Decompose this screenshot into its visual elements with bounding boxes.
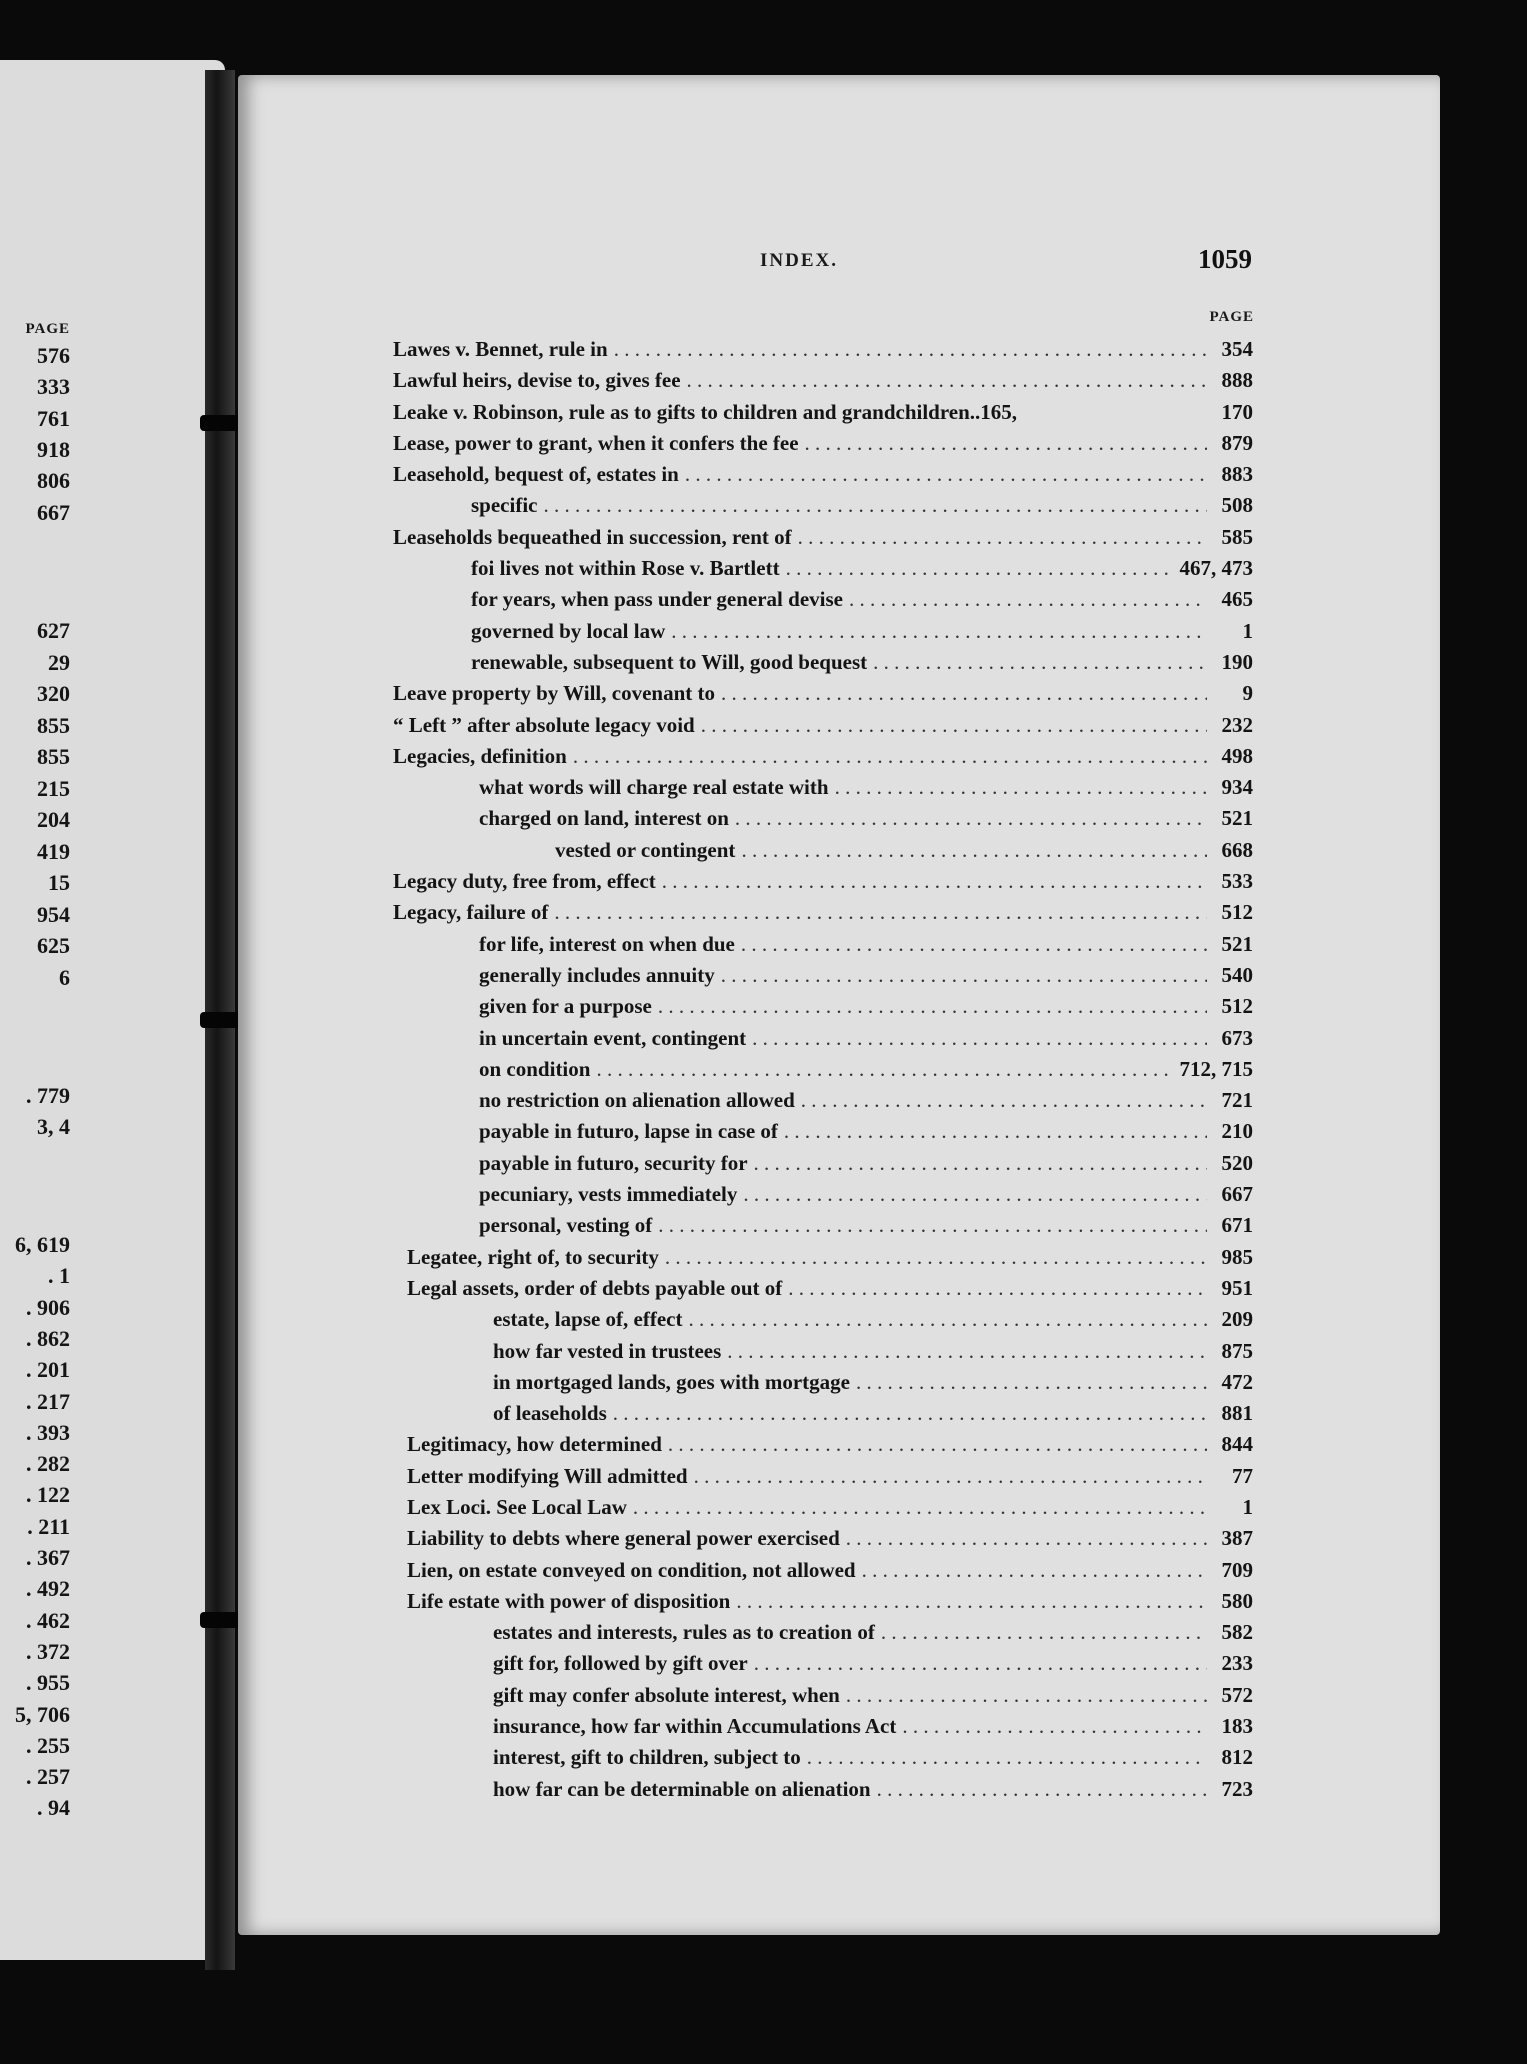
index-entry <box>393 1210 1253 1241</box>
dot-leader <box>658 991 1207 1022</box>
dot-leader <box>727 1336 1207 1367</box>
index-entry <box>393 835 1253 866</box>
dot-leader <box>701 710 1207 741</box>
index-page-ref: 512 <box>1221 994 1253 1019</box>
index-page-ref: 812 <box>1221 1745 1253 1770</box>
index-entries <box>393 334 1253 1805</box>
left-page-number: 667 <box>37 499 70 525</box>
index-term: “ Left ” after absolute legacy void <box>393 712 695 737</box>
index-entry <box>407 1429 1253 1460</box>
dot-leader <box>613 1398 1207 1429</box>
index-page-ref: 540 <box>1221 962 1253 987</box>
left-page-number: . 779 <box>26 1083 70 1108</box>
left-page-number: . 906 <box>26 1294 70 1320</box>
index-term: in uncertain event, contingent <box>479 1025 747 1050</box>
index-page-ref: 1 <box>1242 1494 1253 1519</box>
dot-leader <box>687 365 1207 396</box>
index-page-ref: 875 <box>1221 1338 1253 1363</box>
page-number: 1059 <box>1198 244 1252 274</box>
index-entry <box>393 929 1253 960</box>
dot-leader <box>689 1304 1208 1335</box>
index-page-ref: 498 <box>1221 743 1253 768</box>
dot-leader <box>736 1586 1207 1617</box>
left-page-number: . 282 <box>26 1451 70 1477</box>
dot-leader <box>614 334 1207 365</box>
left-page-number: . 257 <box>26 1764 70 1790</box>
dot-leader <box>798 522 1207 553</box>
index-entry <box>393 741 1253 772</box>
index-term: Lawful heirs, devise to, gives fee <box>393 368 681 393</box>
index-page-ref: 233 <box>1221 1651 1253 1676</box>
index-entry <box>407 1273 1253 1304</box>
left-page-number: 419 <box>37 838 70 864</box>
index-term: Lex Loci. See Local Law <box>407 1494 627 1519</box>
left-page-number: 15 <box>48 870 70 895</box>
dot-leader <box>543 490 1207 521</box>
index-term: how far can be determinable on alienation <box>493 1776 871 1801</box>
dot-leader <box>735 803 1207 834</box>
index-page-ref: 585 <box>1221 524 1253 549</box>
left-page-number: . 862 <box>26 1325 70 1351</box>
index-entry <box>393 803 1253 834</box>
left-page-number: 576 <box>37 343 70 368</box>
dot-leader <box>671 616 1207 647</box>
index-term: renewable, subsequent to Will, good bequest <box>471 649 868 674</box>
index-term: Lease, power to grant, when it confers the fee <box>393 430 799 455</box>
index-page-ref: 985 <box>1221 1244 1253 1269</box>
index-term: payable in futuro, security for <box>479 1150 748 1175</box>
index-term: in mortgaged lands, goes with mortgage <box>493 1369 850 1394</box>
left-page-number: . 1 <box>48 1263 70 1289</box>
index-entry <box>393 866 1253 897</box>
dot-leader <box>754 1648 1207 1679</box>
index-page-ref: 951 <box>1221 1275 1253 1300</box>
index-entry <box>393 522 1253 553</box>
dot-leader <box>668 1429 1207 1460</box>
index-page-ref: 465 <box>1221 587 1253 612</box>
left-page-number: 29 <box>48 649 70 675</box>
left-page-number: 333 <box>37 374 70 400</box>
left-page-number: PAGE <box>25 321 70 337</box>
index-entry <box>393 991 1253 1022</box>
dot-leader <box>721 678 1207 709</box>
index-entry <box>393 1054 1253 1085</box>
index-term: what words will charge real estate with <box>479 775 829 800</box>
index-page-ref: 671 <box>1221 1213 1253 1238</box>
index-term: insurance, how far within Accumulations Act <box>493 1714 897 1739</box>
index-entry <box>407 1586 1253 1617</box>
index-entry <box>407 1304 1253 1335</box>
dot-leader <box>784 1116 1207 1147</box>
index-page-ref: 190 <box>1221 649 1253 674</box>
dot-leader <box>754 1148 1207 1179</box>
left-page-number: 918 <box>37 436 70 462</box>
dot-leader <box>846 1523 1207 1554</box>
index-term: on condition <box>479 1056 591 1081</box>
dot-leader <box>786 553 1174 584</box>
dot-leader <box>849 584 1207 615</box>
left-page-number: . 955 <box>26 1670 70 1696</box>
index-page-ref: 881 <box>1221 1401 1253 1426</box>
left-page-number: 627 <box>37 618 70 643</box>
index-term: estates and interests, rules as to creation of <box>493 1620 875 1645</box>
dot-leader <box>807 1742 1207 1773</box>
dot-leader <box>665 1242 1207 1273</box>
index-term: estate, lapse of, effect <box>493 1307 683 1332</box>
index-entry <box>393 1023 1253 1054</box>
index-term: gift for, followed by gift over <box>493 1651 748 1676</box>
index-page-ref: 77 <box>1232 1463 1253 1488</box>
left-page-number: 6, 619 <box>15 1232 70 1257</box>
index-entry <box>407 1648 1253 1679</box>
index-page-ref: 580 <box>1221 1588 1253 1613</box>
dot-leader <box>662 866 1207 897</box>
index-page-ref: 712, 715 <box>1179 1056 1253 1081</box>
index-entry <box>393 553 1253 584</box>
page-header-title: INDEX. <box>760 250 838 271</box>
index-page-ref: 183 <box>1221 1714 1253 1739</box>
dot-leader <box>658 1210 1207 1241</box>
index-page-ref: 512 <box>1221 900 1253 925</box>
index-page-ref: 9 <box>1242 681 1253 706</box>
left-page-number: . 367 <box>26 1545 70 1570</box>
index-term: for life, interest on when due <box>479 931 735 956</box>
index-term: vested or contingent <box>555 837 736 862</box>
index-term: pecuniary, vests immediately <box>479 1182 738 1207</box>
index-term: Leave property by Will, covenant to <box>393 681 715 706</box>
index-entry <box>407 1711 1253 1742</box>
index-term: for years, when pass under general devise <box>471 587 843 612</box>
index-page-ref: 210 <box>1221 1119 1253 1144</box>
left-page-number: . 211 <box>27 1513 70 1539</box>
left-page-number: . 255 <box>26 1732 70 1758</box>
index-page-ref: 883 <box>1221 462 1253 487</box>
index-term: Legitimacy, how determined <box>407 1432 662 1457</box>
index-term: Legacies, definition <box>393 743 567 768</box>
dot-leader <box>835 772 1207 803</box>
index-term: Lien, on estate conveyed on condition, not allowed <box>407 1557 856 1582</box>
dot-leader <box>741 929 1207 960</box>
index-page-ref: 232 <box>1221 712 1253 737</box>
index-entry <box>393 616 1253 647</box>
index-page-ref: 879 <box>1221 430 1253 455</box>
index-entry <box>407 1742 1253 1773</box>
left-page-number: . 94 <box>37 1795 70 1821</box>
dot-leader <box>752 1023 1207 1054</box>
index-page-ref: 520 <box>1221 1150 1253 1175</box>
dot-leader <box>862 1555 1207 1586</box>
left-page-number: . 217 <box>26 1388 70 1414</box>
dot-leader <box>685 459 1207 490</box>
left-page-number: 625 <box>37 933 70 958</box>
dot-leader <box>596 1054 1173 1085</box>
index-page-ref: 209 <box>1221 1307 1253 1332</box>
index-page-ref: 582 <box>1221 1620 1253 1645</box>
index-term: personal, vesting of <box>479 1213 653 1238</box>
index-page-ref: 170 <box>1221 399 1253 424</box>
index-term: Leake v. Robinson, rule as to gifts to children and grandchildren..165, <box>393 399 1018 424</box>
index-page-ref: 723 <box>1221 1776 1253 1801</box>
index-entry <box>407 1680 1253 1711</box>
dot-leader <box>573 741 1207 772</box>
index-term: specific <box>471 493 538 518</box>
index-entry <box>407 1461 1253 1492</box>
index-term: no restriction on alienation allowed <box>479 1088 795 1113</box>
index-term: payable in futuro, lapse in case of <box>479 1119 778 1144</box>
index-page-ref: 521 <box>1221 931 1253 956</box>
dot-leader <box>877 1774 1207 1805</box>
index-term: charged on land, interest on <box>479 806 729 831</box>
index-entry <box>393 678 1253 709</box>
index-entry <box>407 1555 1253 1586</box>
left-page-number: 6 <box>59 964 70 990</box>
left-page-number: . 372 <box>26 1638 70 1664</box>
index-page-ref: 888 <box>1221 368 1253 393</box>
index-entry <box>407 1367 1253 1398</box>
index-entry <box>393 584 1253 615</box>
index-entry <box>407 1492 1253 1523</box>
left-page-number: 954 <box>37 901 70 927</box>
index-page-ref: 467, 473 <box>1179 556 1253 581</box>
index-term: given for a purpose <box>479 994 652 1019</box>
index-page-ref: 673 <box>1221 1025 1253 1050</box>
index-entry <box>393 710 1253 741</box>
index-term: Letter modifying Will admitted <box>407 1463 688 1488</box>
index-term: Legacy duty, free from, effect <box>393 869 656 894</box>
index-term: how far vested in trustees <box>493 1338 722 1363</box>
dot-leader <box>741 835 1207 866</box>
index-entry <box>407 1336 1253 1367</box>
left-page-number: 855 <box>37 712 70 738</box>
index-term: foi lives not within Rose v. Bartlett <box>471 556 780 581</box>
index-page-ref: 521 <box>1221 806 1253 831</box>
index-term: gift may confer absolute interest, when <box>493 1682 840 1707</box>
dot-leader <box>856 1367 1207 1398</box>
index-page-ref: 721 <box>1221 1088 1253 1113</box>
index-page-ref: 1 <box>1242 618 1253 643</box>
index-term: Leaseholds bequeathed in succession, rent of <box>393 524 792 549</box>
index-entry <box>407 1774 1253 1805</box>
index-term: Liability to debts where general power exercised <box>407 1526 840 1551</box>
index-entry <box>393 1085 1253 1116</box>
index-entry <box>393 897 1253 928</box>
index-term: of leaseholds <box>493 1401 607 1426</box>
index-page-ref: 844 <box>1221 1432 1253 1457</box>
index-term: governed by local law <box>471 618 666 643</box>
dot-leader <box>721 960 1207 991</box>
dot-leader <box>633 1492 1207 1523</box>
index-entry <box>407 1398 1253 1429</box>
left-page-number: . 393 <box>26 1419 70 1445</box>
left-page-number: 3, 4 <box>37 1114 70 1140</box>
index-page-ref: 508 <box>1221 493 1253 518</box>
index-entry <box>407 1617 1253 1648</box>
page-column-label: PAGE <box>1209 309 1254 325</box>
index-entry <box>393 1148 1253 1179</box>
index-entry <box>393 1116 1253 1147</box>
index-page-ref: 667 <box>1221 1182 1253 1207</box>
index-term: Leasehold, bequest of, estates in <box>393 462 679 487</box>
left-page-number: 5, 706 <box>15 1701 70 1727</box>
index-page-ref: 472 <box>1221 1369 1253 1394</box>
index-page-ref: 354 <box>1221 337 1253 361</box>
left-page-number: . 462 <box>26 1607 70 1633</box>
dot-leader <box>881 1617 1207 1648</box>
index-page-ref: 668 <box>1221 837 1253 862</box>
index-page-ref: 533 <box>1221 869 1253 894</box>
index-term: Legal assets, order of debts payable out of <box>407 1275 783 1300</box>
index-entry <box>393 334 1253 365</box>
dot-leader <box>554 897 1207 928</box>
index-term: Legatee, right of, to security <box>407 1244 659 1269</box>
dot-leader <box>743 1179 1207 1210</box>
left-page-number: . 492 <box>26 1576 70 1602</box>
dot-leader <box>694 1461 1207 1492</box>
index-entry <box>393 365 1253 396</box>
index-entry <box>393 490 1253 521</box>
index-page-ref: 934 <box>1221 775 1253 800</box>
dot-leader <box>805 428 1207 459</box>
index-entry <box>393 428 1253 459</box>
index-entry <box>393 1179 1253 1210</box>
index-term: generally includes annuity <box>479 962 715 987</box>
dot-leader <box>788 1273 1207 1304</box>
index-entry <box>393 459 1253 490</box>
left-page-number: 806 <box>37 468 70 494</box>
left-page-number: 320 <box>37 681 70 706</box>
index-entry <box>393 772 1253 803</box>
index-term: interest, gift to children, subject to <box>493 1745 801 1770</box>
index-term: Life estate with power of disposition <box>407 1588 731 1613</box>
index-entry <box>393 647 1253 678</box>
left-page-number: 204 <box>37 807 70 832</box>
dot-leader <box>873 647 1207 678</box>
index-term: Lawes v. Bennet, rule in <box>393 337 608 361</box>
index-entry <box>393 397 1253 428</box>
index-term: Legacy, failure of <box>393 900 549 925</box>
left-page-number: . 122 <box>26 1482 70 1508</box>
index-page-ref: 709 <box>1221 1557 1253 1582</box>
dot-leader <box>801 1085 1207 1116</box>
left-page-number: . 201 <box>26 1357 70 1383</box>
index-entry <box>393 960 1253 991</box>
left-page-number: 855 <box>37 744 70 769</box>
index-page-ref: 387 <box>1221 1526 1253 1551</box>
index-entry <box>407 1242 1253 1273</box>
index-entry <box>407 1523 1253 1554</box>
dot-leader <box>902 1711 1207 1742</box>
left-page-number: 215 <box>37 775 70 801</box>
left-facing-page <box>0 60 225 1960</box>
left-page-number: 761 <box>37 405 70 431</box>
dot-leader <box>846 1680 1207 1711</box>
index-page-ref: 572 <box>1221 1682 1253 1707</box>
